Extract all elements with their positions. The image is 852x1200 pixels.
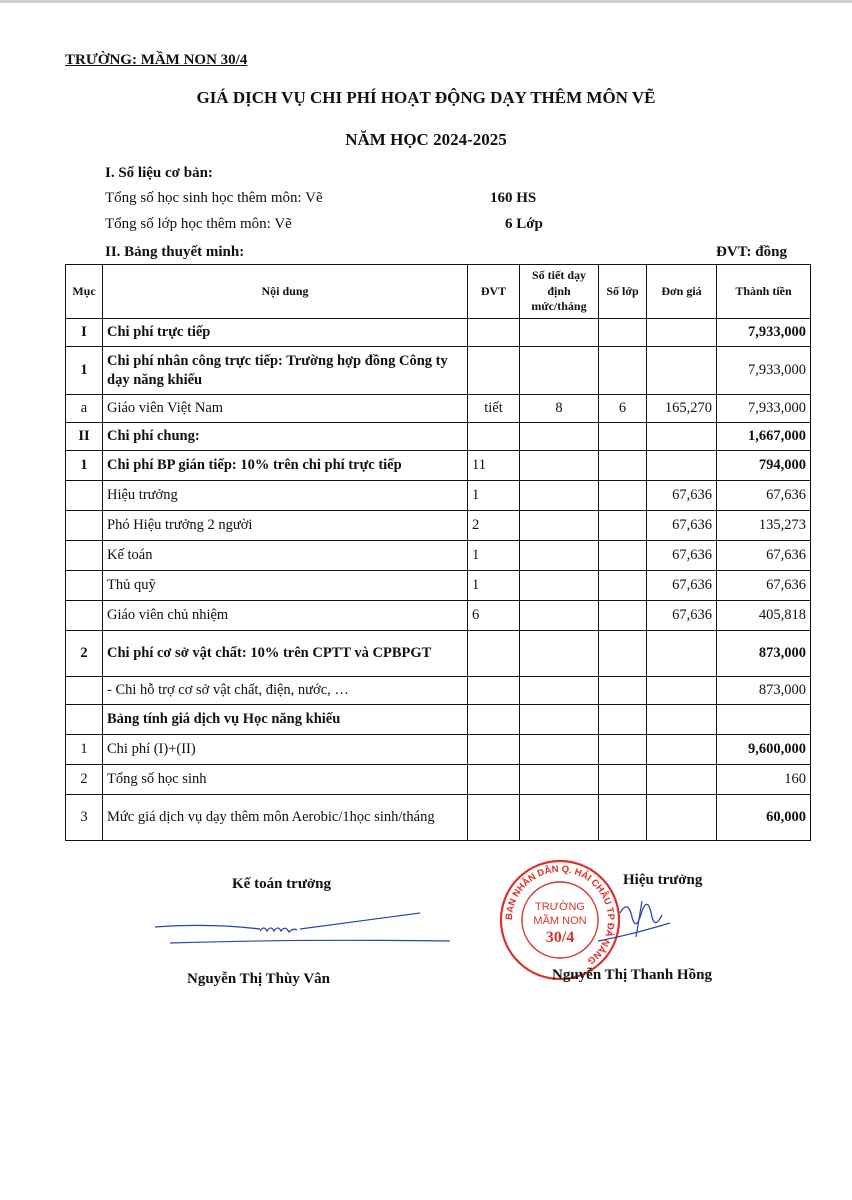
cell-thanhtien: 405,818 [717,601,811,631]
table-row [66,795,811,841]
cell-dvt [468,765,520,795]
principal-signature [590,893,690,958]
cell-dvt: 11 [468,451,520,481]
table-row [66,677,811,705]
cell-dongia: 67,636 [647,481,717,511]
cell-tiet [520,481,599,511]
document-title: GIÁ DỊCH VỤ CHI PHÍ HOẠT ĐỘNG DẠY THÊM MÔN VẼ [196,88,656,107]
cell-tiet [520,511,599,541]
cell-thanhtien: 67,636 [717,481,811,511]
table-row [66,705,811,735]
cell-thanhtien: 67,636 [717,571,811,601]
cell-content: Chi phí cơ sở vật chất: 10% trên CPTT và CPBPGT [103,631,468,677]
cell-thanhtien: 67,636 [717,541,811,571]
cell-muc [66,541,103,571]
cell-dvt [468,677,520,705]
school-year: NĂM HỌC 2024-2025 [345,130,507,149]
cell-muc [66,601,103,631]
cell-tiet: 8 [520,395,599,423]
page-top-border [0,0,852,3]
cell-muc: II [66,423,103,451]
cell-muc: 1 [66,347,103,395]
cell-dongia [647,451,717,481]
cell-dongia [647,735,717,765]
header-dvt: ĐVT [468,265,520,319]
cell-dongia: 67,636 [647,601,717,631]
classes-label: Tổng số lớp học thêm môn: Vẽ [105,216,292,232]
section2-heading: II. Bảng thuyết minh: [105,244,245,260]
principal-title: Hiệu trưởng [623,872,703,888]
cell-lop [599,451,647,481]
table-row [66,347,811,395]
seal-line-3: 30/4 [545,929,575,946]
cost-table [65,264,811,841]
cell-muc: 2 [66,765,103,795]
cell-dongia [647,319,717,347]
cell-content: Hiệu trưởng [103,481,468,511]
cell-thanhtien: 1,667,000 [717,423,811,451]
cell-dongia [647,677,717,705]
cell-dongia [647,631,717,677]
cell-content: - Chi hỗ trợ cơ sở vật chất, điện, nước, … [103,677,468,705]
cell-tiet [520,765,599,795]
cell-lop [599,571,647,601]
cell-dvt [468,319,520,347]
cell-thanhtien: 7,933,000 [717,347,811,395]
table-row [66,395,811,423]
cell-tiet [520,677,599,705]
table-row [66,571,811,601]
cell-tiet [520,423,599,451]
cell-tiet [520,735,599,765]
cell-thanhtien: 873,000 [717,631,811,677]
cell-thanhtien: 9,600,000 [717,735,811,765]
table-row [66,481,811,511]
cell-dvt: 6 [468,601,520,631]
cell-dvt [468,423,520,451]
seal-line-1: TRƯỜNG [535,901,585,913]
cell-muc [66,677,103,705]
cell-muc [66,705,103,735]
cell-lop [599,601,647,631]
cell-lop [599,795,647,841]
cell-dvt: 1 [468,541,520,571]
cell-lop [599,347,647,395]
cell-dvt [468,631,520,677]
unit-label: ĐVT: đồng [716,244,787,260]
cell-dongia [647,347,717,395]
cell-tiet [520,571,599,601]
cell-thanhtien: 873,000 [717,677,811,705]
cell-muc [66,481,103,511]
cell-dongia [647,765,717,795]
cell-thanhtien: 7,933,000 [717,319,811,347]
cell-muc: 3 [66,795,103,841]
cell-content: Phó Hiệu trưởng 2 người [103,511,468,541]
cell-content: Chi phí (I)+(II) [103,735,468,765]
cell-thanhtien: 135,273 [717,511,811,541]
cell-lop [599,631,647,677]
cell-dongia [647,795,717,841]
table-row [66,511,811,541]
cell-dongia: 67,636 [647,571,717,601]
cell-tiet [520,541,599,571]
cell-lop [599,705,647,735]
cell-lop [599,481,647,511]
cell-dvt [468,347,520,395]
cell-lop [599,511,647,541]
cell-tiet [520,705,599,735]
cell-content: Thủ quỹ [103,571,468,601]
cell-lop [599,541,647,571]
table-row [66,765,811,795]
cell-dvt [468,795,520,841]
cell-content: Mức giá dịch vụ dạy thêm môn Aerobic/1học sinh/tháng [103,795,468,841]
cell-content: Giáo viên Việt Nam [103,395,468,423]
students-value: 160 HS [490,190,537,206]
cell-dongia [647,705,717,735]
cell-dongia: 165,270 [647,395,717,423]
cell-muc [66,571,103,601]
cell-lop [599,423,647,451]
cell-lop [599,677,647,705]
cell-lop [599,319,647,347]
classes-value: 6 Lớp [505,216,543,232]
cell-tiet [520,451,599,481]
header-don-gia: Đơn giá [647,265,717,319]
header-thanh-tien: Thành tiền [717,265,811,319]
cell-tiet [520,631,599,677]
principal-name: Nguyễn Thị Thanh Hồng [552,967,712,983]
cell-lop [599,765,647,795]
cell-content: Bảng tính giá dịch vụ Học năng khiếu [103,705,468,735]
cell-lop [599,735,647,765]
cell-dvt: 1 [468,571,520,601]
cell-tiet [520,319,599,347]
section1-heading: I. Số liệu cơ bản: [105,165,213,181]
cell-muc: 2 [66,631,103,677]
cell-muc: I [66,319,103,347]
cell-muc: a [66,395,103,423]
cell-tiet [520,795,599,841]
cell-dongia: 67,636 [647,511,717,541]
cell-dvt [468,735,520,765]
table-row [66,423,811,451]
seal-line-2: MẦM NON [533,915,587,927]
cell-muc: 1 [66,451,103,481]
table-row [66,601,811,631]
cell-thanhtien: 7,933,000 [717,395,811,423]
cell-muc [66,511,103,541]
cell-content: Chi phí chung: [103,423,468,451]
cell-dvt [468,705,520,735]
cell-content: Chi phí nhân công trực tiếp: Trường hợp đồng Công ty dạy năng khiếu [103,347,468,395]
cell-tiet [520,601,599,631]
cell-content: Chi phí trực tiếp [103,319,468,347]
accountant-title: Kế toán trưởng [232,876,331,892]
accountant-name: Nguyễn Thị Thùy Vân [187,971,330,987]
cell-content: Giáo viên chủ nhiệm [103,601,468,631]
students-label: Tổng số học sinh học thêm môn: Vẽ [105,190,323,206]
table-row [66,631,811,677]
table-row [66,735,811,765]
accountant-signature [150,905,460,955]
header-noi-dung: Nội dung [103,265,468,319]
cell-dvt: tiết [468,395,520,423]
cell-thanhtien [717,705,811,735]
cell-thanhtien: 794,000 [717,451,811,481]
cell-thanhtien: 60,000 [717,795,811,841]
cell-content: Kế toán [103,541,468,571]
school-name: TRƯỜNG: MẦM NON 30/4 [65,52,248,68]
cell-dvt: 2 [468,511,520,541]
header-so-lop: Số lớp [599,265,647,319]
cell-dvt: 1 [468,481,520,511]
seal-ring-text: BAN NHÂN DÂN Q. HẢI CHÂU TP ĐÀ NẴNG [503,863,617,967]
cell-muc: 1 [66,735,103,765]
cell-content: Chi phí BP gián tiếp: 10% trên chi phí trực tiếp [103,451,468,481]
table-row [66,451,811,481]
header-muc: Mục [66,265,103,319]
cell-dongia: 67,636 [647,541,717,571]
table-row [66,541,811,571]
table-header-row [66,265,811,319]
cell-thanhtien: 160 [717,765,811,795]
cell-dongia [647,423,717,451]
cell-content: Tổng số học sinh [103,765,468,795]
cell-lop: 6 [599,395,647,423]
cell-tiet [520,347,599,395]
header-so-tiet: Số tiết dạy định mức/tháng [520,265,599,319]
table-row [66,319,811,347]
